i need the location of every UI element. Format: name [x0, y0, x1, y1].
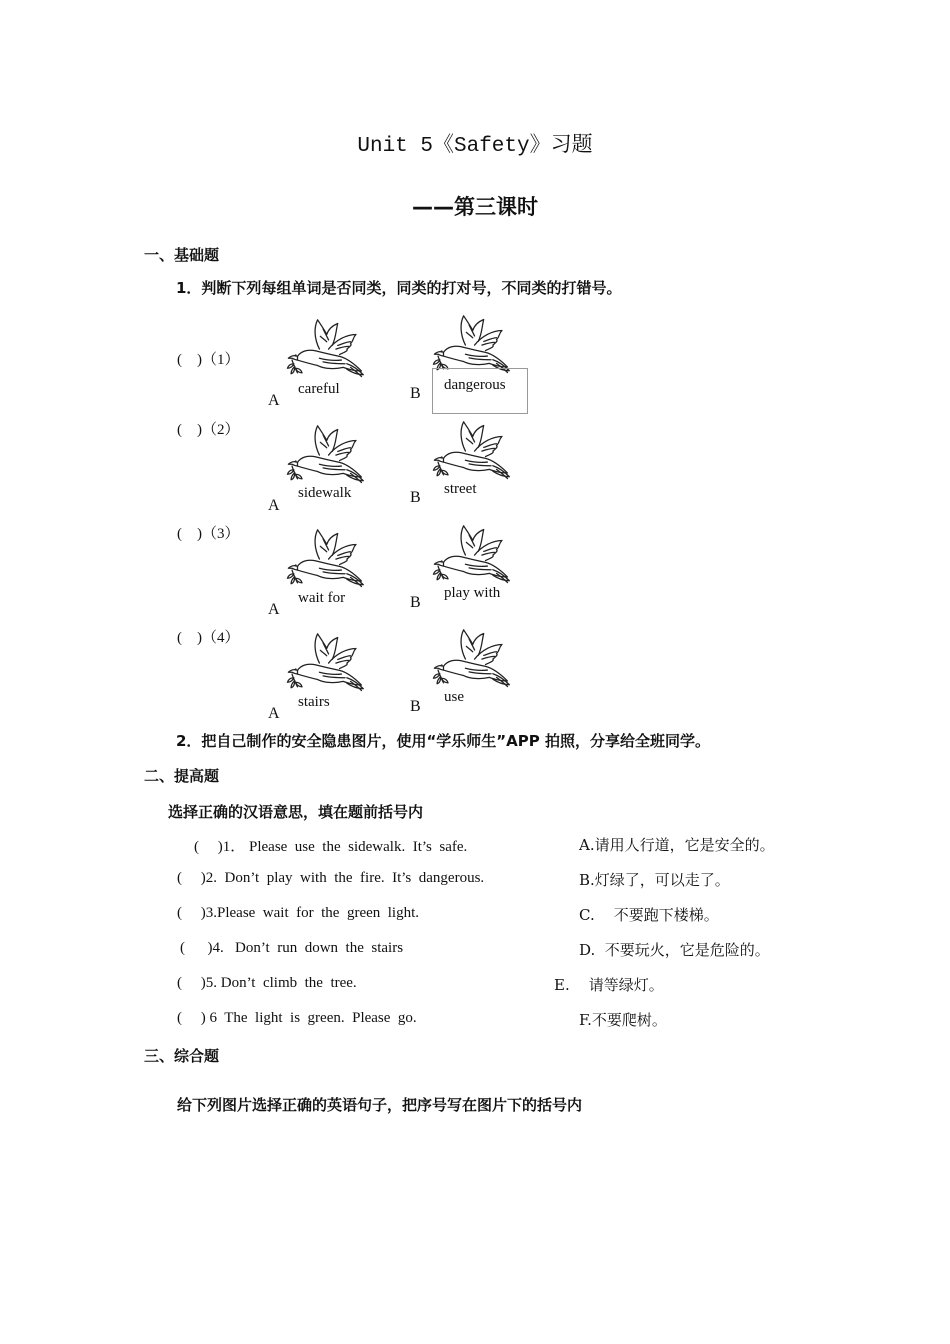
dove-icon: [428, 628, 512, 692]
section-2-heading: 二、提高题: [144, 767, 220, 785]
item-3-label-b: B: [410, 594, 421, 611]
item-1-word-a: careful: [298, 381, 340, 397]
match-question-1[interactable]: ( )1． Please use the sidewalk. It’s safe.: [194, 839, 468, 855]
item-1-word-b: dangerous: [444, 377, 506, 393]
section-3-heading: 三、综合题: [144, 1047, 220, 1065]
match-question-6[interactable]: ( ) 6 The light is green. Please go.: [177, 1010, 417, 1026]
item-3-paren[interactable]: ( )（3）: [177, 526, 240, 542]
item-2-paren[interactable]: ( )（2）: [177, 422, 240, 438]
section-3-instruction: 给下列图片选择正确的英语句子，把序号写在图片下的括号内: [177, 1096, 583, 1114]
item-4-label-b: B: [410, 698, 421, 715]
item-3-word-b: play with: [444, 585, 501, 601]
match-answer-c: C. 不要跑下楼梯。: [579, 906, 719, 924]
dove-icon: [282, 632, 366, 696]
item-4-label-a: A: [268, 705, 280, 722]
item-2-word-b: street: [444, 481, 477, 497]
match-answer-e: E. 请等绿灯。: [554, 976, 664, 994]
match-answer-b: B.灯绿了，可以走了。: [579, 871, 730, 889]
item-1-label-b: B: [410, 385, 421, 402]
dove-icon: [282, 318, 366, 382]
item-4-word-a: stairs: [298, 694, 330, 710]
item-1-paren[interactable]: ( )（1）: [177, 352, 240, 368]
dove-icon: [428, 524, 512, 588]
page-subtitle: ——第三课时: [412, 195, 538, 219]
dove-icon: [428, 420, 512, 484]
match-answer-a: A.请用人行道，它是安全的。: [579, 836, 775, 854]
match-question-3[interactable]: ( )3.Please wait for the green light.: [177, 905, 420, 921]
item-4-word-b: use: [444, 689, 464, 705]
question-1-instruction: 1．判断下列每组单词是否同类，同类的打对号，不同类的打错号。: [176, 279, 622, 297]
item-1-label-a: A: [268, 392, 280, 409]
item-4-paren[interactable]: ( )（4）: [177, 630, 240, 646]
match-question-5[interactable]: ( )5. Don’t climb the tree.: [177, 975, 357, 991]
item-2-label-a: A: [268, 497, 280, 514]
question-2-instruction: 2．把自己制作的安全隐患图片，使用“学乐师生”APP 拍照，分享给全班同学。: [176, 732, 710, 750]
match-answer-d: D. 不要玩火，它是危险的。: [579, 941, 770, 959]
section-2-instruction: 选择正确的汉语意思，填在题前括号内: [168, 803, 424, 821]
dove-icon: [282, 528, 366, 592]
page-title: Unit 5《Safety》习题: [357, 135, 593, 158]
match-answer-f: F.不要爬树。: [579, 1011, 667, 1029]
section-1-heading: 一、基础题: [144, 246, 220, 264]
match-question-2[interactable]: ( )2. Don’t play with the fire. It’s dangerous.: [177, 870, 485, 886]
item-2-label-b: B: [410, 489, 421, 506]
dove-icon: [282, 424, 366, 488]
match-question-4[interactable]: ( )4. Don’t run down the stairs: [180, 940, 404, 956]
item-2-word-a: sidewalk: [298, 485, 352, 501]
item-3-word-a: wait for: [298, 590, 346, 606]
item-3-label-a: A: [268, 601, 280, 618]
